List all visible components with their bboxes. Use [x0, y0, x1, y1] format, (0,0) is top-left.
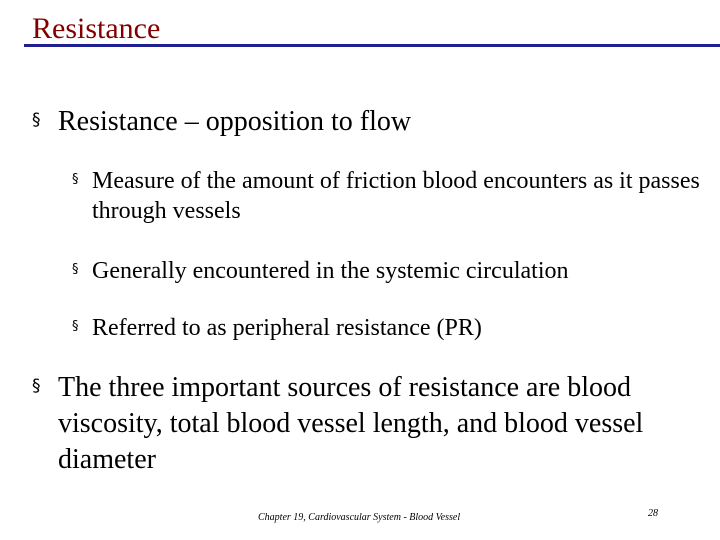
bullet-marker-icon: § — [72, 319, 79, 334]
title-divider — [24, 44, 720, 47]
bullet-marker-icon: § — [72, 262, 79, 277]
sub-bullet-item — [72, 166, 712, 226]
bullet-text: Resistance – opposition to flow — [58, 106, 412, 137]
bullet-text: The three important sources of resistance are blood viscosity, total blood vessel length, and blood vessel diameter — [58, 372, 644, 475]
bullet-text: Referred to as peripheral resistance (PR) — [92, 315, 482, 341]
bullet-marker-icon: § — [72, 172, 79, 187]
bullet-text: Measure of the amount of friction blood encounters as it passes through vessels — [92, 168, 700, 224]
slide-footer: Chapter 19, Cardiovascular System - Blood Vessel — [258, 512, 461, 523]
bullet-marker-icon: § — [32, 376, 41, 396]
page-number: 28 — [648, 508, 658, 519]
sub-bullet-item — [72, 256, 712, 286]
sub-bullet-item — [72, 313, 712, 343]
bullet-text: Generally encountered in the systemic circulation — [92, 258, 569, 284]
bullet-marker-icon: § — [32, 110, 41, 130]
slide-title: Resistance — [32, 12, 161, 45]
bullet-item — [32, 370, 692, 478]
bullet-item — [32, 104, 672, 140]
